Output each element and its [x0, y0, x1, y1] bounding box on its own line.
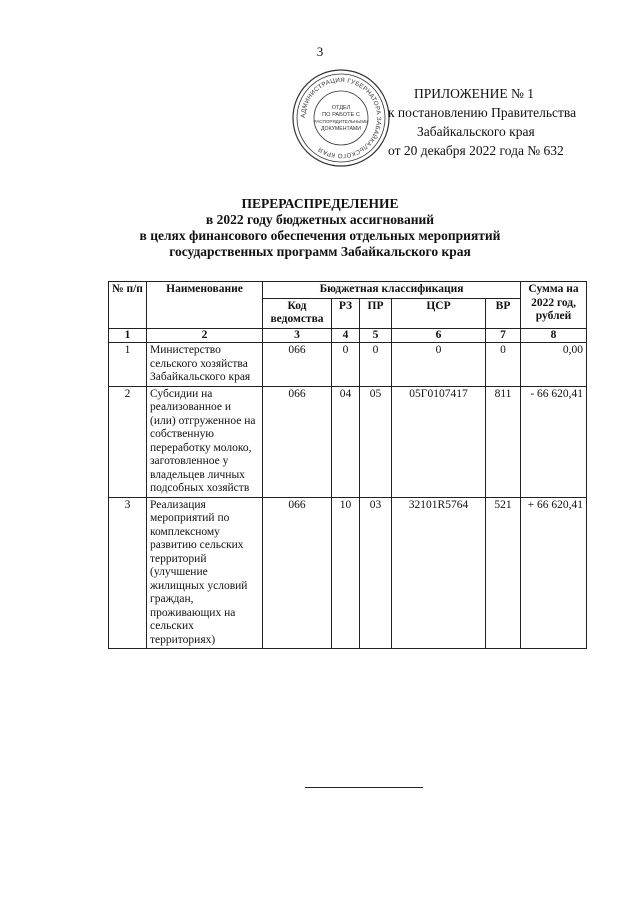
header-name: Наименование	[147, 282, 263, 329]
cell-rz: 10	[332, 497, 360, 649]
header-num: № п/п	[109, 282, 147, 329]
cell-name: Реализация мероприятий по комплексному развитию сельских территорий (улучшение жилищных условий граждан, проживающих на сельских территориях)	[147, 497, 263, 649]
header-vr: ВР	[486, 298, 521, 328]
cell-rz: 0	[332, 343, 360, 387]
redistribution-table	[108, 281, 587, 649]
header-rz: РЗ	[332, 298, 360, 328]
stamp-line: ОТДЕЛ	[331, 105, 351, 111]
cell-num: 1	[109, 343, 147, 387]
stamp-ring-text: АДМИНИСТРАЦИЯ ГУБЕРНАТОРА ЗАБАЙКАЛЬСКОГО КРАЯ	[299, 76, 383, 160]
page-number: 3	[316, 44, 324, 59]
column-number: 8	[521, 328, 587, 343]
column-number: 3	[263, 328, 332, 343]
appendix-line: Забайкальского края	[417, 124, 535, 139]
closing-divider-line	[305, 787, 423, 788]
official-stamp-seal	[291, 68, 391, 168]
document-title	[110, 196, 530, 260]
cell-pr: 03	[360, 497, 392, 649]
cell-name: Министерство сельского хозяйства Забайкальского края	[147, 343, 263, 387]
cell-kod: 066	[263, 343, 332, 387]
cell-kod: 066	[263, 386, 332, 497]
table-header-row	[109, 282, 587, 299]
appendix-header	[388, 84, 618, 160]
cell-csr: 0	[392, 343, 486, 387]
cell-vr: 0	[486, 343, 521, 387]
column-number: 4	[332, 328, 360, 343]
table-row	[109, 343, 587, 387]
title-line: в 2022 году бюджетных ассигнований	[205, 212, 435, 227]
cell-amount: 0,00	[521, 343, 587, 387]
column-number: 1	[109, 328, 147, 343]
column-number: 5	[360, 328, 392, 343]
table-row	[109, 497, 587, 649]
column-number-row	[109, 328, 587, 343]
column-number: 2	[147, 328, 263, 343]
header-pr: ПР	[360, 298, 392, 328]
appendix-title: ПРИЛОЖЕНИЕ № 1	[414, 86, 535, 101]
header-amount: Сумма на 2022 год, рублей	[521, 282, 587, 329]
cell-pr: 05	[360, 386, 392, 497]
column-number: 7	[486, 328, 521, 343]
stamp-line: РАСПОРЯДИТЕЛЬНЫМИ	[313, 119, 369, 124]
title-line: ПЕРЕРАСПРЕДЕЛЕНИЕ	[241, 196, 399, 211]
cell-name: Субсидии на реализованное и (или) отгруженное на собственную переработку молоко, заготовленное у владельцев личных подсобных хозяйств	[147, 386, 263, 497]
cell-vr: 521	[486, 497, 521, 649]
cell-pr: 0	[360, 343, 392, 387]
cell-csr: 32101R5764	[392, 497, 486, 649]
cell-vr: 811	[486, 386, 521, 497]
stamp-line: ПО РАБОТЕ С	[322, 112, 360, 118]
stamp-line: ДОКУМЕНТАМИ	[321, 126, 361, 132]
cell-kod: 066	[263, 497, 332, 649]
appendix-line: от 20 декабря 2022 года № 632	[388, 143, 564, 158]
title-line: государственных программ Забайкальского края	[169, 244, 471, 259]
header-budget-classification: Бюджетная классификация	[263, 282, 521, 299]
header-csr: ЦСР	[392, 298, 486, 328]
cell-num: 2	[109, 386, 147, 497]
appendix-line: к постановлению Правительства	[388, 105, 577, 120]
cell-num: 3	[109, 497, 147, 649]
column-number: 6	[392, 328, 486, 343]
cell-amount: + 66 620,41	[521, 497, 587, 649]
header-kod: Код ведомства	[263, 298, 332, 328]
cell-amount: - 66 620,41	[521, 386, 587, 497]
cell-rz: 04	[332, 386, 360, 497]
table-row	[109, 386, 587, 497]
cell-csr: 05Г0107417	[392, 386, 486, 497]
title-line: в целях финансового обеспечения отдельных мероприятий	[139, 228, 501, 243]
